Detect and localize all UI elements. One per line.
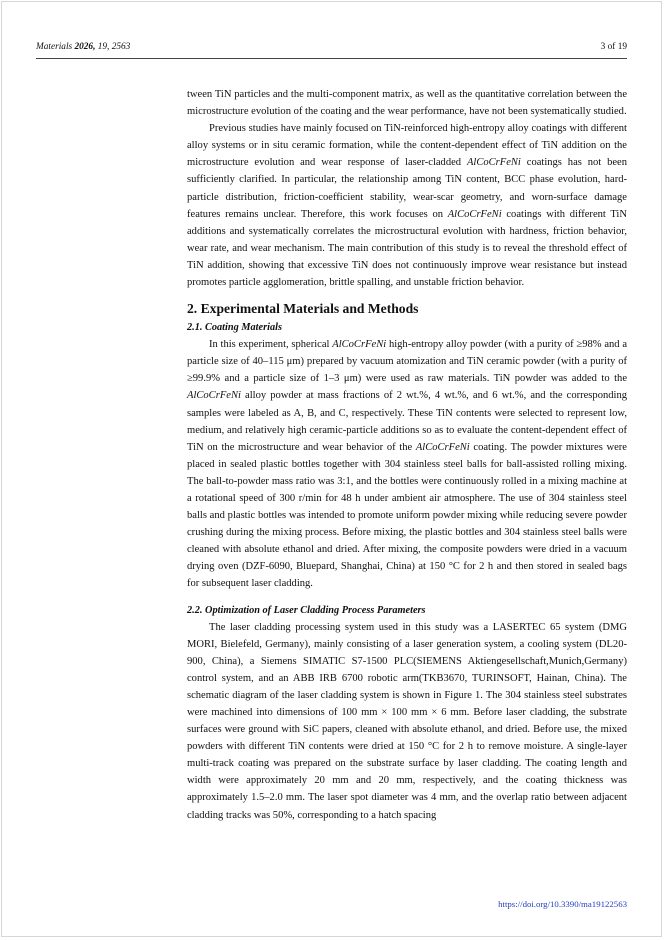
- journal-name: Materials: [36, 42, 73, 52]
- paragraph-coating-materials: In this experiment, spherical AlCoCrFeNi high-entropy alloy powder (with a purity of ≥98% and a particle size of 40–115 μm) prepared by vacuum atomization and TiN ceramic powder (with a purity of ≥99.9% and a particle size of 1–3 μm) were used as raw materials. TiN powder was added to the AlCoCrFeNi alloy powder at mass fractions of 2 wt.%, 4 wt.%, and 6 wt.%, and the corresponding samples were labeled as A, B, and C, respectively. These TiN contents were selected to represent low, medium, and relatively high ceramic-particle additions so as to evaluate the content-dependent effect of TiN on the microstructure and wear behavior of the AlCoCrFeNi coating. The powder mixtures were placed in sealed plastic bottles together with 304 stainless steel balls for ball-assisted rolling mixing. The ball-to-powder mass ratio was 3:1, and the bottles were continuously rolled in a mixing machine at a rotational speed of 300 r/min for 48 h under ambient air atmosphere. The use of 304 stainless steel balls and plastic bottles was intended to promote uniform powder mixing while reducing severe powder crushing during the mixing process. Before mixing, the plastic bottles and 304 stainless steel balls were cleaned with absolute ethanol and dried. After mixing, the composite powders were dried in a vacuum drying oven (DZF-6090, Bluepard, Shanghai, China) at 150 °C for 2 h and then stored in sealed bags for subsequent laser cladding.: [187, 339, 627, 590]
- running-header: [36, 42, 627, 56]
- alloy-name: AlCoCrFeNi: [466, 157, 521, 169]
- main-text: [187, 86, 627, 824]
- paragraph-process-parameters: The laser cladding processing system used in this study was a LASERTEC 65 system (DMG MORI, Bielefeld, Germany), mainly consisting of a laser generation system, a cooling system (DL20-900, China), a Siemens SIMATIC S7-1500 PLC(SIEMENS Aktiengesellschaft,Munich,Germany) control system, and an ABB IRB 6700 robotic arm(TKB3670, TURINSOFT, Hainan, China). The schematic diagram of the laser cladding system is shown in Figure 1. The 304 stainless steel substrates were machined into dimensions of 100 mm × 100 mm × 6 mm. Before laser cladding, the substrate surfaces were ground with SiC papers, cleaned with absolute ethanol, and dried. Before use, the mixed powders with different TiN contents were dried at 150 °C for 2 h to remove moisture. A single-layer multi-track coating was prepared on the substrate surface by laser cladding. The coating length and width were approximately 20 mm and 20 mm, respectively, and the coating thickness was approximately 1.5–2.0 mm. The laser spot diameter was 4 mm, and the overlap ratio between adjacent cladding tracks was 50%, corresponding to a hatch spacing: [187, 621, 627, 821]
- alloy-name: AlCoCrFeNi: [447, 208, 502, 220]
- journal-year: 2026,: [74, 42, 96, 52]
- header-rule: [36, 58, 627, 59]
- section-heading: 2. Experimental Materials and Methods: [187, 301, 419, 317]
- article-number: 2563: [111, 42, 131, 52]
- journal-citation: [36, 42, 130, 52]
- doi-link[interactable]: https://doi.org/10.3390/ma19122563: [498, 899, 627, 909]
- alloy-name: AlCoCrFeNi: [187, 390, 241, 402]
- journal-volume: 19,: [97, 42, 110, 52]
- page-number: 3 of 19: [600, 42, 627, 52]
- paragraph-continuation: tween TiN particles and the multi-component matrix, as well as the quantitative correlation between the microstructure evolution of the coating and the wear performance, have not been systematically studied.: [187, 89, 627, 118]
- alloy-name: AlCoCrFeNi: [415, 441, 470, 453]
- alloy-name: AlCoCrFeNi: [332, 339, 387, 351]
- paragraph-previous-studies: Previous studies have mainly focused on TiN-reinforced high-entropy alloy coatings with different alloy systems or in situ ceramic formation, while the content-dependent effect of TiN addition on the microstructure evolution and wear response of laser-cladded AlCoCrFeNi coatings has not been sufficiently clarified. In particular, the relationship among TiN content, BCC phase evolution, hard-particle distribution, friction-coefficient stability, wear-scar geometry, and worn-surface damage features remains unclear. Therefore, this work focuses on AlCoCrFeNi coatings with different TiN additions and systematically correlates the microstructural evolution with hardness, friction behavior, wear rate, and wear mechanism. The main contribution of this study is to reveal the threshold effect of TiN addition, showing that excessive TiN does not continuously improve wear resistance but instead promotes particle agglomeration, brittle spalling, and unstable friction behavior.: [187, 123, 628, 289]
- subsection-heading-coating-materials: 2.1. Coating Materials: [187, 322, 282, 334]
- subsection-heading-process-parameters: 2.2. Optimization of Laser Cladding Process Parameters: [187, 604, 426, 616]
